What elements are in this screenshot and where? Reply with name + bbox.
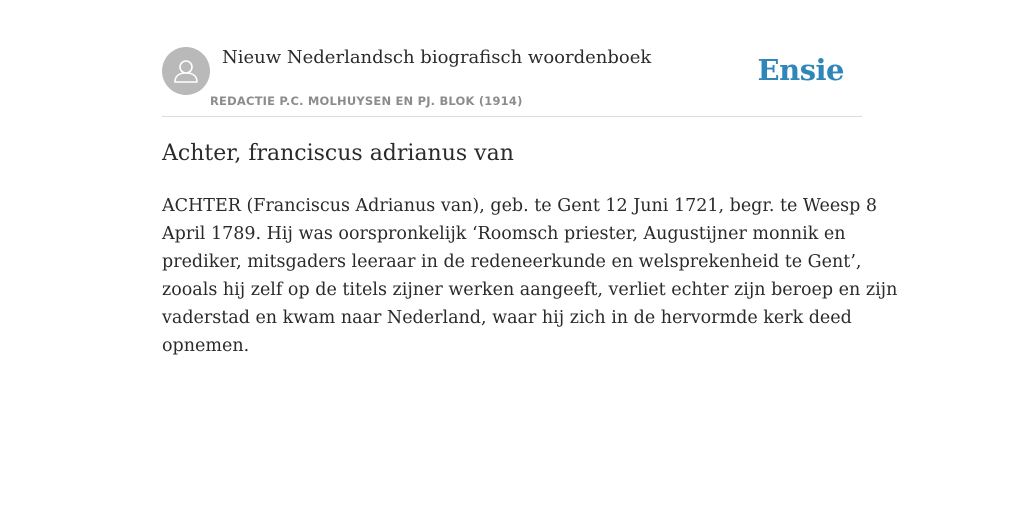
body-line: opnemen. bbox=[162, 336, 250, 356]
author-avatar[interactable] bbox=[162, 47, 210, 95]
body-line: ACHTER (Franciscus Adrianus van), geb. te Gent 12 Juni 1721, begr. te Weesp 8 bbox=[162, 196, 878, 216]
entry-title: Achter, franciscus adrianus van bbox=[162, 141, 514, 166]
entry-body bbox=[162, 192, 898, 360]
person-silhouette-icon bbox=[162, 47, 210, 95]
body-line: prediker, mitsgaders leeraar in de redeneerkunde en welsprekenheid te Gent’, bbox=[162, 252, 862, 272]
source-title[interactable]: Nieuw Nederlandsch biografisch woordenboek bbox=[222, 47, 652, 68]
page bbox=[162, 0, 898, 512]
source-header bbox=[162, 0, 862, 117]
body-line: April 1789. Hij was oorspronkelijk ‘Roomsch priester, Augustijner monnik en bbox=[162, 224, 846, 244]
source-subtitle: REDACTIE P.C. MOLHUYSEN EN PJ. BLOK (1914) bbox=[210, 94, 523, 108]
body-line: zooals hij zelf op de titels zijner werken aangeeft, verliet echter zijn beroep en zijn bbox=[162, 280, 898, 300]
body-line: vaderstad en kwam naar Nederland, waar hij zich in de hervormde kerk deed bbox=[162, 308, 852, 328]
ensie-logo[interactable]: Ensie bbox=[757, 53, 844, 87]
